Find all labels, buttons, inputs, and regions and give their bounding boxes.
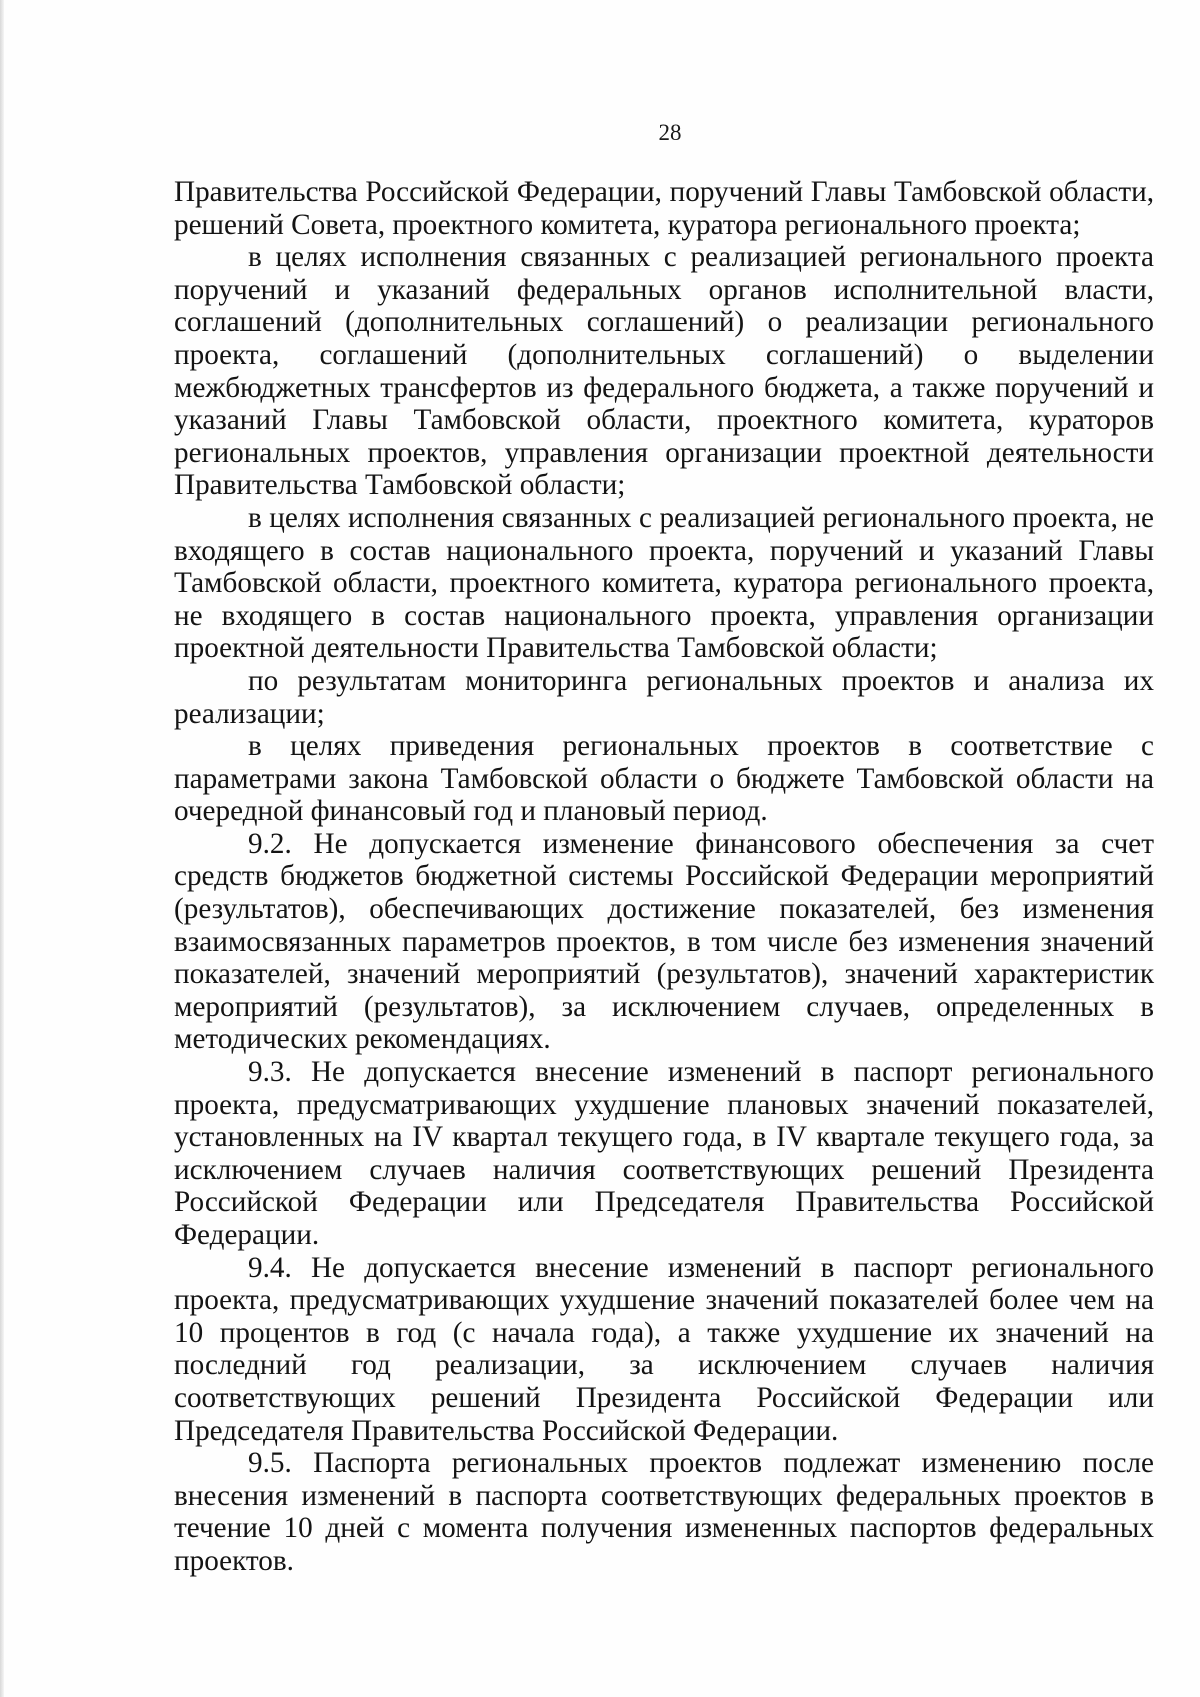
paragraph-federal-instructions: в целях исполнения связанных с реализацией регионального проекта поручений и указаний федеральных органов исполнительной власти, соглашений (дополнительных соглашений) о реализации регионального проекта, соглашений (дополнительных соглашений) о выделении межбюджетных трансфертов из федерального бюджета, а также поручений и указаний Главы Тамбовской области, проектного комитета, кураторов региональных проектов, управления организации проектной деятельности Правительства Тамбовской области; bbox=[174, 241, 1154, 502]
paragraph-clause-9-2: 9.2. Не допускается изменение финансового обеспечения за счет средств бюджетов бюджетной системы Российской Федерации мероприятий (результатов), обеспечивающих достижение показателей, без изменения взаимосвязанных параметров проектов, в том числе без изменения значений показателей, значений мероприятий (результатов), значений характеристик мероприятий (результатов), за исключением случаев, определенных в методических рекомендациях. bbox=[174, 827, 1154, 1056]
paragraph-budget-alignment: в целях приведения региональных проектов в соответствие с параметрами закона Тамбовской области о бюджете Тамбовской области на очередной финансовый год и плановый период. bbox=[174, 730, 1154, 828]
paragraph-clause-9-3: 9.3. Не допускается внесение изменений в паспорт регионального проекта, предусматривающих ухудшение плановых значений показателей, установленных на IV квартал текущего года, в IV квартале текущего года, за исключением случаев наличия соответствующих решений Президента Российской Федерации или Председателя Правительства Российской Федерации. bbox=[174, 1056, 1154, 1251]
paragraph-continuation: Правительства Российской Федерации, поручений Главы Тамбовской области, решений Совета, проектного комитета, куратора регионального проекта; bbox=[174, 176, 1154, 241]
paragraph-clause-9-4: 9.4. Не допускается внесение изменений в паспорт регионального проекта, предусматривающих ухудшение значений показателей более чем на 10 процентов в год (с начала года), а также ухудшение их значений на последний год реализации, за исключением случаев наличия соответствующих решений Президента Российской Федерации или Председателя Правительства Российской Федерации. bbox=[174, 1251, 1154, 1447]
paragraph-monitoring-results: по результатам мониторинга региональных проектов и анализа их реализации; bbox=[174, 664, 1154, 730]
document-body bbox=[174, 176, 1154, 1578]
paragraph-non-national-project: в целях исполнения связанных с реализацией регионального проекта, не входящего в состав национального проекта, поручений и указаний Главы Тамбовской области, проектного комитета, куратора регионального проекта, не входящего в состав национального проекта, управления организации проектной деятельности Правительства Тамбовской области; bbox=[174, 501, 1154, 665]
paragraph-clause-9-5: 9.5. Паспорта региональных проектов подлежат изменению после внесения изменений в паспорта соответствующих федеральных проектов в течение 10 дней с момента получения измененных паспортов федеральных проектов. bbox=[174, 1447, 1154, 1577]
scan-edge bbox=[0, 0, 4, 1697]
page-number: 28 bbox=[658, 120, 682, 145]
